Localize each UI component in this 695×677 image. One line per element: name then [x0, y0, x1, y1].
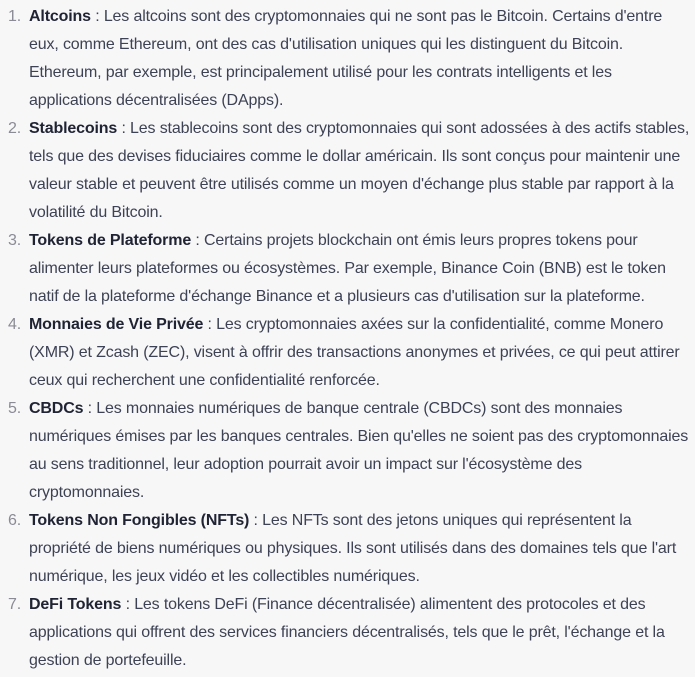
list-item — [0, 395, 691, 507]
list-item-number: 1. — [8, 8, 22, 25]
term-separator: : — [249, 512, 263, 529]
list-item — [0, 3, 691, 115]
list-item-description: Les tokens DeFi (Finance décentralisée) alimentent des protocoles et des applications qui offrent des services financiers décentralisés, tels que le prêt, l'échange et la gestion de portefeuille. — [29, 596, 665, 669]
list-item-description: Les monnaies numériques de banque centrale (CBDCs) sont des monnaies numériques émises par les banques centrales. Bien qu'elles ne soient pas des cryptomonnaies au sens traditionnel, leur adoption pourrait avoir un impact sur l'écosystème des cryptomonnaies. — [29, 400, 689, 501]
list-item-number: 3. — [8, 232, 22, 249]
list-item-number: 4. — [8, 316, 22, 333]
list-item-description: Les stablecoins sont des cryptomonnaies qui sont adossées à des actifs stables, tels que des devises fiduciaires comme le dollar américain. Ils sont conçus pour maintenir une valeur stable et peuvent être utilisés comme un moyen d'échange plus stable par rapport à la volatilité du Bitcoin. — [29, 120, 690, 221]
list-item — [0, 311, 691, 395]
list-item — [0, 507, 691, 591]
term-separator: : — [121, 596, 135, 613]
list-item-term: CBDCs — [29, 400, 84, 417]
term-separator: : — [203, 316, 217, 333]
list-item-number: 2. — [8, 120, 22, 137]
list-item-description: Les NFTs sont des jetons uniques qui représentent la propriété de biens numériques ou physiques. Ils sont utilisés dans des domaines tels que l'art numérique, les jeux vidéo et les collectibles numériques. — [29, 512, 677, 585]
list-item — [0, 115, 691, 227]
list-item-term: Monnaies de Vie Privée — [29, 316, 204, 333]
list-item-term: DeFi Tokens — [29, 596, 122, 613]
list-item-description: Les cryptomonnaies axées sur la confidentialité, comme Monero (XMR) et Zcash (ZEC), visent à offrir des transactions anonymes et privées, ce qui peut attirer ceux qui recherchent une confidentialité renforcée. — [29, 316, 680, 389]
list-item-description: Les altcoins sont des cryptomonnaies qui ne sont pas le Bitcoin. Certains d'entre eux, comme Ethereum, ont des cas d'utilisation uniques qui les distinguent du Bitcoin. Ethereum, par exemple, est principalement utilisé pour les contrats intelligents et les applications décentralisées (DApps). — [29, 8, 663, 109]
list-item-number: 6. — [8, 512, 22, 529]
list-item-description: Certains projets blockchain ont émis leurs propres tokens pour alimenter leurs plateformes ou écosystèmes. Par exemple, Binance Coin (BNB) est le token natif de la plateforme d'échange Binance et a plusieurs cas d'utilisation sur la plateforme. — [29, 232, 666, 305]
list-item-number: 5. — [8, 400, 22, 417]
list-item — [0, 227, 691, 311]
list-item-number: 7. — [8, 596, 22, 613]
term-separator: : — [191, 232, 204, 249]
list-item — [0, 591, 691, 675]
list-item-term: Tokens de Plateforme — [29, 232, 192, 249]
term-separator: : — [90, 8, 104, 25]
list-item-term: Tokens Non Fongibles (NFTs) — [29, 512, 250, 529]
list-item-term: Altcoins — [29, 8, 91, 25]
term-separator: : — [83, 400, 97, 417]
list-item-term: Stablecoins — [29, 120, 118, 137]
term-separator: : — [117, 120, 131, 137]
